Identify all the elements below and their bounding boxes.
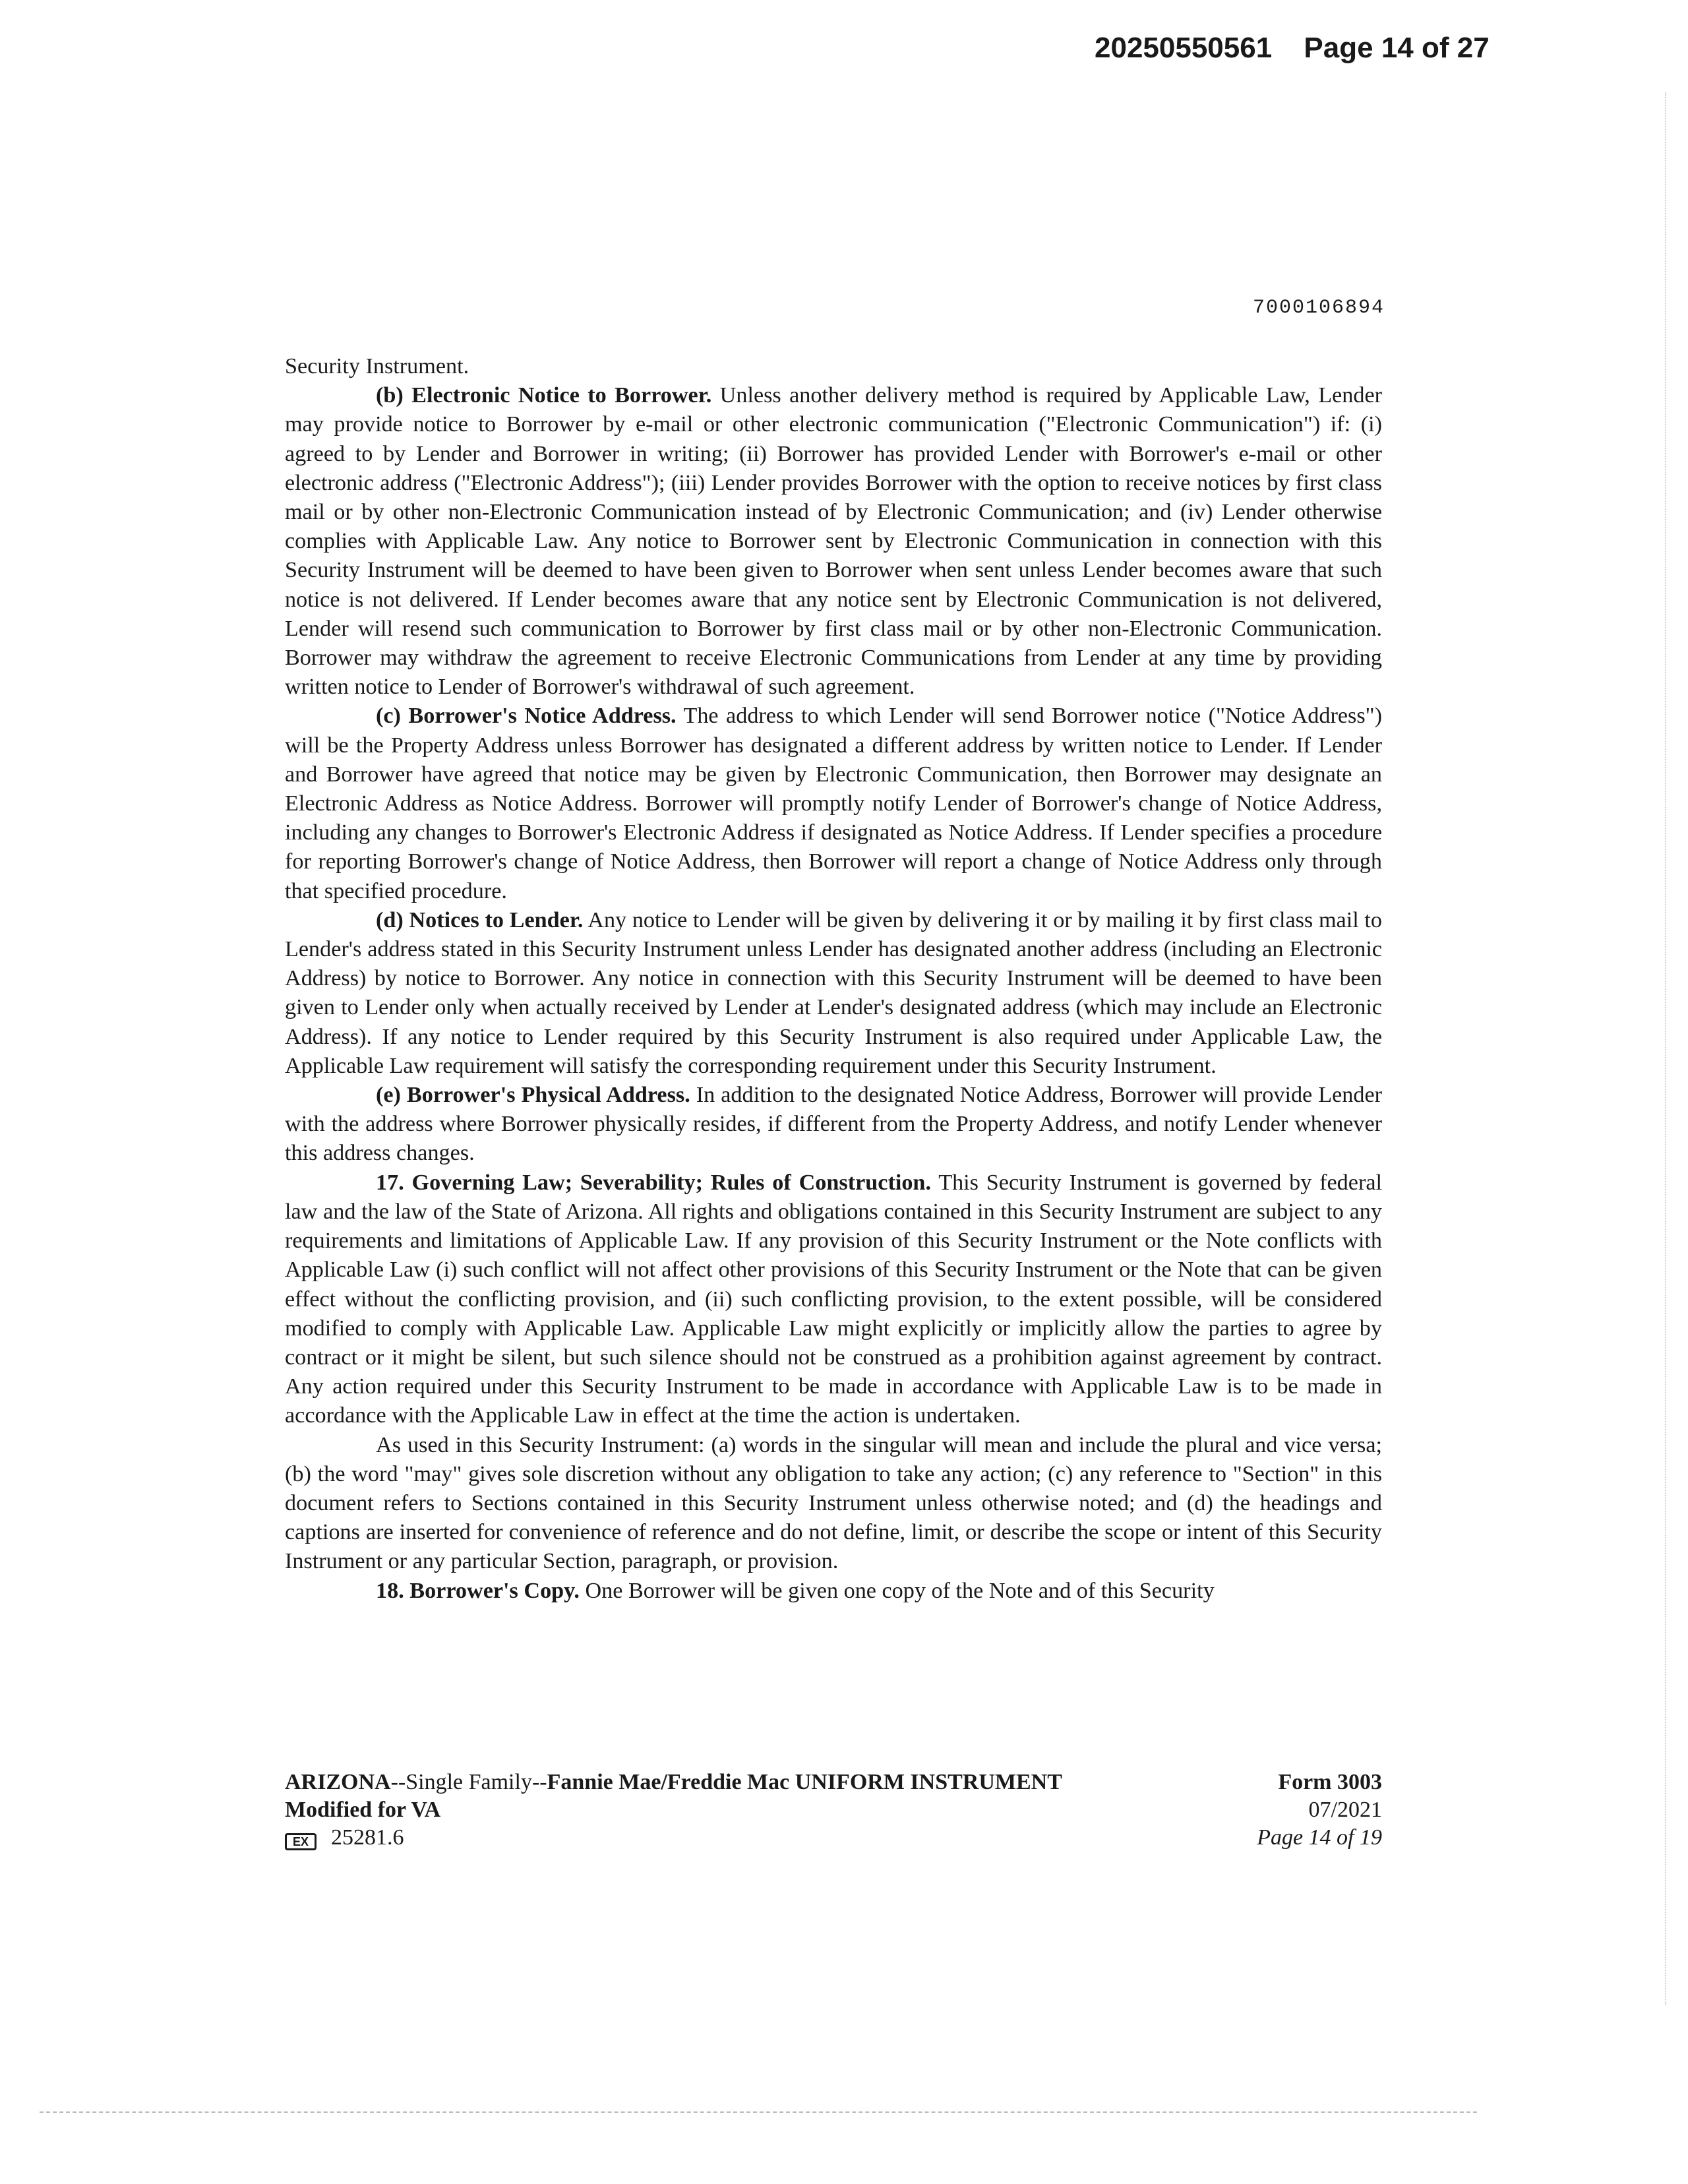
section-notices-to-lender [285, 906, 1382, 1081]
footer-left [285, 1769, 1142, 1852]
section-text: The address to which Lender will send Borrower notice ("Notice Address") will be the Property Address unless Borrower has designated a different address by written notice to Lender. If Lender and Borrower have agreed that notice may be given by Electronic Communication, then Borrower may designate an Electronic Address as Notice Address. Borrower will promptly notify Lender of Borrower's change of Notice Address, including any changes to Borrower's Electronic Address if designated as Notice Address. If Lender specifies a procedure for reporting Borrower's change of Notice Address, then Borrower will report a change of Notice Address only through that specified procedure. [285, 704, 1382, 903]
section-heading: (c) Borrower's Notice Address. [376, 704, 677, 729]
section-text: Any notice to Lender will be given by delivering it or by mailing it by first class mail to Lender's address stated in this Security Instrument unless Lender has designated another address (including an Electronic Address) by notice to Borrower. Any notice in connection with this Security Instrument will be deemed to have been given to Lender only when actually received by Lender at Lender's designated address (which may include an Electronic Address). If any notice to Lender required by this Security Instrument is also required under Applicable Law, the Applicable Law requirement will satisfy the corresponding requirement under this Security Instrument. [285, 907, 1382, 1078]
footer-instrument: Fannie Mae/Freddie Mac UNIFORM INSTRUMENT [547, 1770, 1062, 1794]
recording-page-label: Page 14 of 27 [1304, 32, 1490, 64]
scan-edge-right [1665, 92, 1666, 2005]
continuation-paragraph: Security Instrument. [285, 354, 469, 379]
loan-number: 7000106894 [1252, 297, 1385, 319]
section-notice-address [285, 702, 1382, 905]
footer-modified: Modified for VA [285, 1798, 441, 1822]
footer-title-line [285, 1769, 1142, 1796]
section-text: Unless another delivery method is required by Applicable Law, Lender may provide notice to Borrower by e-mail or other electronic communication ("Electronic Communication") if: (i) agreed to by Lender and Borrower in writing; (ii) Borrower has provided Lender with Borrower's e-mail or other electronic address ("Electronic Address"); (iii) Lender provides Borrower with the option to receive notices by first class mail or by other non-Electronic Communication instead of by Electronic Communication; and (iv) Lender otherwise complies with Applicable Law. Any notice to Borrower sent by Electronic Communication in connection with this Security Instrument will be deemed to have been given to Borrower when sent unless Lender becomes aware that such notice is not delivered. If Lender becomes aware that any notice sent by Electronic Communication is not delivered, Lender will resend such communication to Borrower by first class mail or by other non-Electronic Communication. Borrower may withdraw the agreement to receive Electronic Communications from Lender at any time by providing written notice to Lender of Borrower's withdrawal of such agreement. [285, 383, 1382, 700]
scan-edge-bottom [40, 2111, 1477, 2113]
footer-form-page: Page 14 of 19 [1257, 1825, 1382, 1850]
section-heading: (e) Borrower's Physical Address. [376, 1083, 690, 1108]
section-governing-law [285, 1168, 1382, 1431]
recording-number: 20250550561 [1095, 32, 1273, 64]
recording-header [1095, 32, 1503, 65]
footer-right [1171, 1769, 1382, 1852]
footer-form-date: 07/2021 [1308, 1798, 1382, 1822]
footer-state: ARIZONA [285, 1770, 391, 1794]
footer-doc-code: 25281.6 [331, 1825, 404, 1850]
section-physical-address [285, 1081, 1382, 1168]
footer-code-line [285, 1824, 1142, 1852]
section-electronic-notice [285, 381, 1382, 702]
section-heading: 17. Governing Law; Severability; Rules of Construction. [376, 1170, 931, 1195]
section-heading: (d) Notices to Lender. [376, 907, 584, 932]
section-text: One Borrower will be given one copy of the Note and of this Security [579, 1578, 1215, 1603]
section-text: In addition to the designated Notice Address, Borrower will provide Lender with the address where Borrower physically resides, if different from the Property Address, and notify Lender whenever this address changes. [285, 1083, 1383, 1166]
footer-form: Form 3003 [1278, 1770, 1382, 1794]
section-heading: 18. Borrower's Copy. [376, 1578, 580, 1603]
section-borrowers-copy [285, 1577, 1382, 1606]
rules-of-construction-paragraph: As used in this Security Instrument: (a) words in the singular will mean and include the plural and vice versa; (b) the word "may" gives sole discretion without any obligation to take any action; (c) any reference to "Section" in this document refers to Sections contained in this Security Instrument unless otherwise noted; and (d) the headings and captions are inserted for convenience of reference and do not define, limit, or describe the scope or intent of this Security Instrument or any particular Section, paragraph, or provision. [285, 1432, 1382, 1574]
section-heading: (b) Electronic Notice to Borrower. [376, 383, 712, 408]
footer-family-type: --Single Family-- [390, 1770, 547, 1794]
document-body [285, 352, 1382, 1606]
ellie-mae-logo-icon: EX [285, 1833, 316, 1850]
section-text: This Security Instrument is governed by federal law and the law of the State of Arizona. All rights and obligations contained in this Security Instrument are subject to any requirements and limitations of Applicable Law. If any provision of this Security Instrument or the Note conflicts with Applicable Law (i) such conflict will not affect other provisions of this Security Instrument or the Note that can be given effect without the conflicting provision, and (ii) such conflicting provision, to the extent possible, will be considered modified to comply with Applicable Law. Applicable Law might explicitly or implicitly allow the parties to agree by contract or it might be silent, but such silence should not be construed as a prohibition against agreement by contract. Any action required under this Security Instrument to be made in accordance with Applicable Law is to be made in accordance with the Applicable Law in effect at the time the action is undertaken. [285, 1170, 1382, 1428]
